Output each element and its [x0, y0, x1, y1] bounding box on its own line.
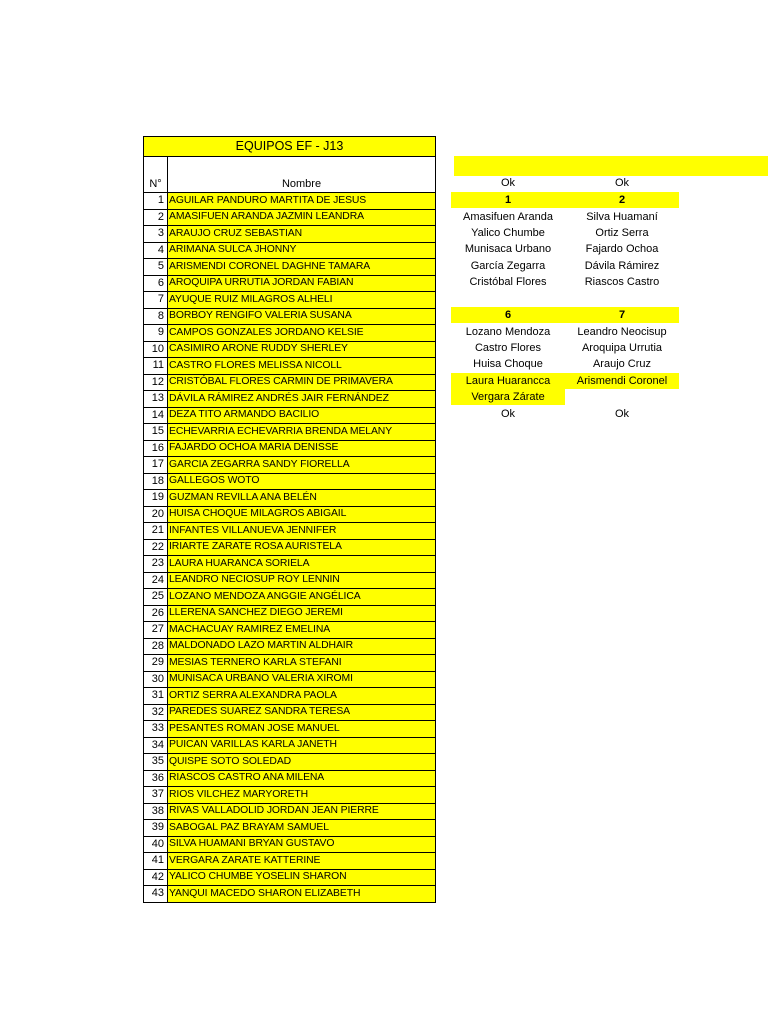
student-name: MESIAS TERNERO KARLA STEFANI: [168, 655, 436, 672]
student-name: AGUILAR PANDURO MARTITA DE JESUS: [168, 193, 436, 210]
row-number: 20: [144, 506, 168, 523]
group-1-number: 1: [451, 192, 565, 208]
student-name: IRIARTE ZARATE ROSA AURISTELA: [168, 539, 436, 556]
student-name: HUISA CHOQUE MILAGROS ABIGAIL: [168, 506, 436, 523]
table-row: [144, 770, 436, 787]
table-row: [144, 506, 436, 523]
student-name: AMASIFUEN ARANDA JAZMIN LEANDRA: [168, 209, 436, 226]
row-number: 43: [144, 886, 168, 903]
table-row: [144, 275, 436, 292]
row-number: 6: [144, 275, 168, 292]
table-row: [144, 473, 436, 490]
group-7-status: Ok: [614, 407, 630, 420]
table-row: [144, 886, 436, 903]
row-number: 24: [144, 572, 168, 589]
table-row: [144, 638, 436, 655]
student-name: RIASCOS CASTRO ANA MILENA: [168, 770, 436, 787]
student-name: ARISMENDI CORONEL DAGHNE TAMARA: [168, 259, 436, 276]
table-row: [144, 539, 436, 556]
table-row: [144, 836, 436, 853]
row-number: 26: [144, 605, 168, 622]
group-2-member: Silva Huamaní: [586, 210, 658, 223]
student-name: FAJARDO OCHOA MARIA DENISSE: [168, 440, 436, 457]
student-name: DÁVILA RÁMIREZ ANDRÉS JAIR FERNÁNDEZ: [168, 391, 436, 408]
row-number: 3: [144, 226, 168, 243]
row-number: 2: [144, 209, 168, 226]
row-number: 21: [144, 523, 168, 540]
student-name: ARIMANA SULCA JHONNY: [168, 242, 436, 259]
table-row: [144, 490, 436, 507]
group-2-member: Fajardo Ochoa: [585, 243, 659, 255]
table-row: [144, 655, 436, 672]
spacer-cell: [168, 157, 436, 175]
group-6-member: Vergara Zárate: [451, 389, 565, 405]
table-row: [144, 259, 436, 276]
table-row: [144, 556, 436, 573]
table-row: [144, 391, 436, 408]
student-name: LEANDRO NECIOSUP ROY LENNIN: [168, 572, 436, 589]
table-row: [144, 226, 436, 243]
student-name: YANQUI MACEDO SHARON ELIZABETH: [168, 886, 436, 903]
student-name: AYUQUE RUIZ MILAGROS ALHELI: [168, 292, 436, 309]
column-header-name: Nombre: [168, 174, 436, 193]
row-number: 5: [144, 259, 168, 276]
student-name: MUNISACA URBANO VALERIA XIROMI: [168, 671, 436, 688]
row-number: 14: [144, 407, 168, 424]
roster-table: [143, 136, 436, 903]
group-1-member: García Zegarra: [470, 260, 546, 272]
table-row: [144, 589, 436, 606]
table-row: [144, 457, 436, 474]
group-1-member: Yalico Chumbe: [471, 227, 545, 239]
table-row: [144, 292, 436, 309]
table-row: [144, 820, 436, 837]
student-name: INFANTES VILLANUEVA JENNIFER: [168, 523, 436, 540]
table-row: [144, 325, 436, 342]
table-row: [144, 803, 436, 820]
roster-body: [144, 193, 436, 903]
column-header-number: N°: [144, 174, 168, 193]
group-6-member: Lozano Mendoza: [465, 325, 551, 338]
row-number: 30: [144, 671, 168, 688]
group-2-member: Ortiz Serra: [595, 227, 649, 239]
group-2-member: Riascos Castro: [584, 276, 660, 288]
group-7-number: 7: [565, 307, 679, 323]
row-number: 27: [144, 622, 168, 639]
row-number: 13: [144, 391, 168, 408]
student-name: QUISPE SOTO SOLEDAD: [168, 754, 436, 771]
table-row: [144, 523, 436, 540]
row-number: 25: [144, 589, 168, 606]
table-row: [144, 242, 436, 259]
row-number: 12: [144, 374, 168, 391]
row-number: 19: [144, 490, 168, 507]
group-7-member: Leandro Neocisup: [577, 325, 667, 338]
student-name: SILVA HUAMANI BRYAN GUSTAVO: [168, 836, 436, 853]
row-number: 10: [144, 341, 168, 358]
student-name: CASTRO FLORES MELISSA NICOLL: [168, 358, 436, 375]
student-name: DEZA TITO ARMANDO BACILIO: [168, 407, 436, 424]
table-row: [144, 721, 436, 738]
student-name: MALDONADO LAZO MARTIN ALDHAIR: [168, 638, 436, 655]
table-row: [144, 622, 436, 639]
group-1-member: Cristóbal Flores: [469, 276, 547, 288]
table-row: [144, 853, 436, 870]
row-number: 35: [144, 754, 168, 771]
group-1-member: Amasifuen Aranda: [463, 210, 553, 223]
student-name: GALLEGOS WOTO: [168, 473, 436, 490]
group-6-status: Ok: [500, 407, 516, 420]
table-row: [144, 754, 436, 771]
group-6-number: 6: [451, 307, 565, 323]
group-2-number: 2: [565, 192, 679, 208]
group-2-status: Ok: [614, 177, 630, 189]
row-number: 32: [144, 704, 168, 721]
row-number: 16: [144, 440, 168, 457]
table-row: [144, 688, 436, 705]
table-row: [144, 341, 436, 358]
group-1-member: Munisaca Urbano: [464, 243, 552, 255]
row-number: 34: [144, 737, 168, 754]
student-name: AROQUIPA URRUTIA JORDAN FABIAN: [168, 275, 436, 292]
table-row: [144, 671, 436, 688]
row-number: 9: [144, 325, 168, 342]
student-name: LAURA HUARANCA SORIELA: [168, 556, 436, 573]
row-number: 40: [144, 836, 168, 853]
row-number: 37: [144, 787, 168, 804]
student-name: SABOGAL PAZ BRAYAM SAMUEL: [168, 820, 436, 837]
row-number: 11: [144, 358, 168, 375]
group-7-member: Arismendi Coronel: [565, 373, 679, 389]
row-number: 4: [144, 242, 168, 259]
student-name: PUICAN VARILLAS KARLA JANETH: [168, 737, 436, 754]
table-row: [144, 424, 436, 441]
table-row: [144, 869, 436, 886]
row-number: 23: [144, 556, 168, 573]
table-row: [144, 308, 436, 325]
group-6-member: Huisa Choque: [473, 358, 543, 370]
student-name: PESANTES ROMAN JOSE MANUEL: [168, 721, 436, 738]
student-name: LLERENA SANCHEZ DIEGO JEREMI: [168, 605, 436, 622]
table-row: [144, 737, 436, 754]
row-number: 33: [144, 721, 168, 738]
row-number: 41: [144, 853, 168, 870]
student-name: LOZANO MENDOZA ANGGIE ANGÉLICA: [168, 589, 436, 606]
group-6-member: Laura Huarancca: [451, 373, 565, 389]
row-number: 31: [144, 688, 168, 705]
row-number: 17: [144, 457, 168, 474]
row-number: 29: [144, 655, 168, 672]
row-number: 7: [144, 292, 168, 309]
student-name: MACHACUAY RAMIREZ EMELINA: [168, 622, 436, 639]
student-name: ECHEVARRIA ECHEVARRIA BRENDA MELANY: [168, 424, 436, 441]
row-number: 42: [144, 869, 168, 886]
table-row: [144, 209, 436, 226]
student-name: CRISTÓBAL FLORES CARMIN DE PRIMAVERA: [168, 374, 436, 391]
row-number: 39: [144, 820, 168, 837]
student-name: ARAUJO CRUZ SEBASTIAN: [168, 226, 436, 243]
roster-title: EQUIPOS EF - J13: [144, 137, 436, 157]
table-row: [144, 704, 436, 721]
row-number: 8: [144, 308, 168, 325]
student-name: ORTIZ SERRA ALEXANDRA PAOLA: [168, 688, 436, 705]
student-name: RIVAS VALLADOLID JORDAN JEAN PIERRE: [168, 803, 436, 820]
row-number: 36: [144, 770, 168, 787]
student-name: CASIMIRO ARONE RUDDY SHERLEY: [168, 341, 436, 358]
student-name: PAREDES SUAREZ SANDRA TERESA: [168, 704, 436, 721]
student-name: GUZMAN REVILLA ANA BELÉN: [168, 490, 436, 507]
table-row: [144, 374, 436, 391]
row-number: 1: [144, 193, 168, 210]
student-name: VERGARA ZARATE KATTERINE: [168, 853, 436, 870]
student-name: GARCIA ZEGARRA SANDY FIORELLA: [168, 457, 436, 474]
student-name: CAMPOS GONZALES JORDANO KELSIE: [168, 325, 436, 342]
student-name: BORBOY RENGIFO VALERIA SUSANA: [168, 308, 436, 325]
row-number: 18: [144, 473, 168, 490]
table-row: [144, 572, 436, 589]
student-name: YALICO CHUMBE YOSELIN SHARON: [168, 869, 436, 886]
table-row: [144, 358, 436, 375]
table-row: [144, 605, 436, 622]
row-number: 38: [144, 803, 168, 820]
group-7-member: Araujo Cruz: [592, 358, 652, 370]
row-number: 15: [144, 424, 168, 441]
header-highlight-band: [454, 156, 768, 176]
student-name: RIOS VILCHEZ MARYORETH: [168, 787, 436, 804]
row-number: 28: [144, 638, 168, 655]
group-6-member: Castro Flores: [474, 342, 542, 354]
table-row: [144, 193, 436, 210]
group-2-member: Dávila Rámirez: [584, 260, 660, 272]
group-7-member: Aroquipa Urrutia: [581, 342, 663, 354]
spacer-cell: [144, 157, 168, 175]
row-number: 22: [144, 539, 168, 556]
table-row: [144, 787, 436, 804]
group-1-status: Ok: [500, 177, 516, 189]
table-row: [144, 407, 436, 424]
table-row: [144, 440, 436, 457]
